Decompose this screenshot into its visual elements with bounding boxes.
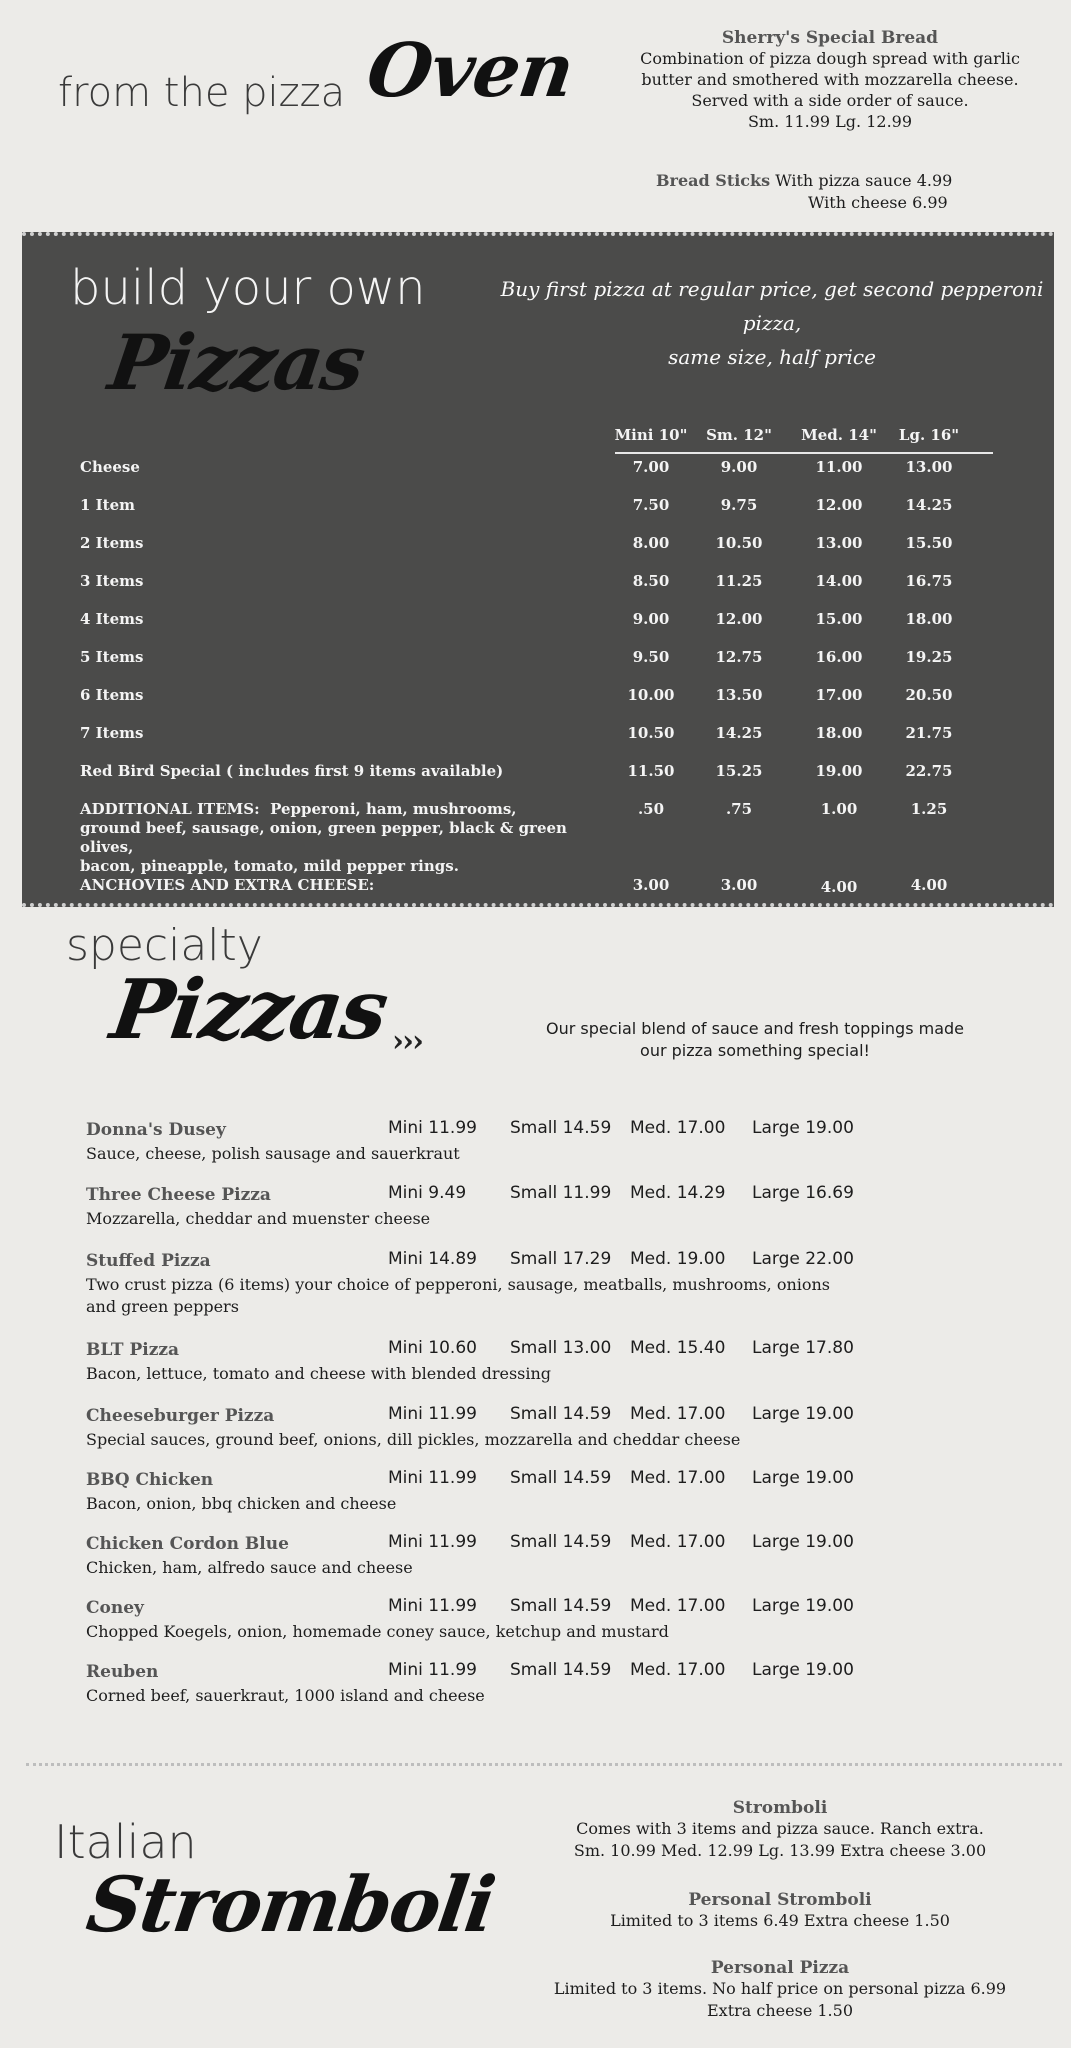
special-bread-desc-2: butter and smothered with mozzarella cheese. <box>641 70 1019 89</box>
price-cell: 8.00 <box>632 534 670 552</box>
specialty-price-large: Large 19.00 <box>752 1660 854 1680</box>
specialty-price-large: Large 19.00 <box>752 1596 854 1616</box>
bread-sticks-line-1: With pizza sauce 4.99 <box>775 171 953 190</box>
specialty-price-med: Med. 17.00 <box>630 1596 726 1616</box>
specialty-price-small: Small 14.59 <box>510 1118 612 1138</box>
special-bread-prices: Sm. 11.99 Lg. 12.99 <box>747 112 913 131</box>
oven-heading: from the pizza <box>58 70 346 116</box>
special-bread-title: Sherry's Special Bread <box>721 28 939 48</box>
price-cell: 11.50 <box>627 762 675 780</box>
personal-pizza-line-1: Limited to 3 items. No half price on personal pizza 6.99 <box>553 1979 1007 1998</box>
specialty-price-mini: Mini 11.99 <box>388 1404 477 1424</box>
specialty-item-desc: Special sauces, ground beef, onions, dill pickles, mozzarella and cheddar cheese <box>86 1430 741 1449</box>
price-row-label: 3 Items <box>80 572 144 590</box>
price-cell: 16.00 <box>815 648 863 666</box>
price-cell: 19.00 <box>815 762 863 780</box>
price-cell: 7.50 <box>632 496 670 514</box>
price-cell: 10.50 <box>627 724 675 742</box>
anchovies-price-large: 4.00 <box>910 876 948 894</box>
special-bread-desc-3: Served with a side order of sauce. <box>691 91 969 110</box>
bread-sticks-title: Bread Sticks <box>656 171 771 190</box>
additional-text-3: bacon, pineapple, tomato, mild pepper rings. <box>80 857 459 875</box>
additional-price-medium: 1.00 <box>820 800 858 818</box>
size-header-medium: Med. 14" <box>801 426 877 444</box>
price-cell: 9.00 <box>632 610 670 628</box>
size-header-small: Sm. 12" <box>706 426 772 444</box>
specialty-item-desc: Mozzarella, cheddar and muenster cheese <box>86 1209 431 1228</box>
price-cell: 22.75 <box>905 762 953 780</box>
specialty-price-med: Med. 17.00 <box>630 1118 726 1138</box>
additional-label: ADDITIONAL ITEMS: <box>80 800 260 818</box>
specialty-price-med: Med. 14.29 <box>630 1183 726 1203</box>
price-cell: 11.25 <box>715 572 763 590</box>
specialty-heading: specialty <box>66 920 263 971</box>
specialty-price-small: Small 14.59 <box>510 1468 612 1488</box>
additional-items <box>80 800 620 876</box>
price-cell: 12.75 <box>715 648 763 666</box>
additional-text-2: ground beef, sausage, onion, green pepper, black & green olives, <box>80 819 567 856</box>
stromboli-line-2: Sm. 10.99 Med. 12.99 Lg. 13.99 Extra cheese 3.00 <box>573 1841 987 1860</box>
specialty-script-title: Pizzas <box>105 962 392 1058</box>
specialty-item-name: Stuffed Pizza <box>86 1251 211 1271</box>
specialty-price-mini: Mini 11.99 <box>388 1660 477 1680</box>
additional-text-1: Pepperoni, ham, mushrooms, <box>270 800 517 818</box>
specialty-price-small: Small 17.29 <box>510 1249 612 1269</box>
price-cell: 17.00 <box>815 686 863 704</box>
specialty-price-large: Large 19.00 <box>752 1468 854 1488</box>
anchovies-label: ANCHOVIES AND EXTRA CHEESE: <box>80 876 375 894</box>
personal-pizza-item <box>520 1958 1040 2022</box>
anchovies-price-medium: 4.00 <box>820 878 858 896</box>
price-cell: 15.25 <box>715 762 763 780</box>
special-bread-block <box>610 28 1050 132</box>
price-row-label: 1 Item <box>80 496 136 514</box>
anchovies-price-small: 3.00 <box>720 876 758 894</box>
specialty-price-med: Med. 17.00 <box>630 1468 726 1488</box>
price-row-label: 4 Items <box>80 610 144 628</box>
price-cell: 12.00 <box>815 496 863 514</box>
personal-pizza-title: Personal Pizza <box>710 1958 850 1978</box>
specialty-price-mini: Mini 11.99 <box>388 1468 477 1488</box>
price-cell: 14.25 <box>905 496 953 514</box>
build-your-own-panel <box>22 232 1054 907</box>
section-divider <box>26 1763 1062 1766</box>
size-header-large: Lg. 16" <box>898 426 960 444</box>
specialty-price-mini: Mini 11.99 <box>388 1596 477 1616</box>
price-cell: 15.50 <box>905 534 953 552</box>
specialty-price-large: Large 19.00 <box>752 1118 854 1138</box>
price-cell: 13.50 <box>715 686 763 704</box>
specialty-price-small: Small 13.00 <box>510 1338 612 1358</box>
personal-stromboli-line-1: Limited to 3 items 6.49 Extra cheese 1.50 <box>610 1911 950 1930</box>
price-cell: 8.50 <box>632 572 670 590</box>
specialty-note-line-1: Our special blend of sauce and fresh toppings made <box>545 1019 965 1038</box>
price-cell: 14.00 <box>815 572 863 590</box>
promo-line-1: Buy first pizza at regular price, get second pepperoni pizza, <box>500 277 1044 335</box>
personal-stromboli-item <box>520 1890 1040 1932</box>
specialty-price-large: Large 19.00 <box>752 1532 854 1552</box>
price-cell: 15.00 <box>815 610 863 628</box>
price-cell: 9.50 <box>632 648 670 666</box>
specialty-item-name: Three Cheese Pizza <box>86 1185 271 1205</box>
stromboli-line-1: Comes with 3 items and pizza sauce. Ranch extra. <box>576 1819 984 1838</box>
bread-sticks-block <box>656 170 952 214</box>
additional-price-large: 1.25 <box>910 800 948 818</box>
stromboli-title: Stromboli <box>732 1798 828 1818</box>
specialty-item-desc: and green peppers <box>86 1297 239 1316</box>
specialty-item-name: BBQ Chicken <box>86 1470 214 1490</box>
specialty-item-desc: Bacon, onion, bbq chicken and cheese <box>86 1494 397 1513</box>
stromboli-script-title: Stromboli <box>81 1860 499 1949</box>
price-cell: 13.00 <box>815 534 863 552</box>
specialty-price-mini: Mini 14.89 <box>388 1249 477 1269</box>
stromboli-heading: Italian <box>54 1815 197 1869</box>
specialty-price-small: Small 14.59 <box>510 1532 612 1552</box>
price-cell: 10.00 <box>627 686 675 704</box>
specialty-item-name: BLT Pizza <box>86 1340 180 1360</box>
specialty-item-name: Cheeseburger Pizza <box>86 1406 275 1426</box>
specialty-item-desc: Bacon, lettuce, tomato and cheese with blended dressing <box>86 1364 552 1383</box>
chevron-right-icon: ››› <box>392 1024 422 1059</box>
size-header-rule <box>615 452 993 454</box>
specialty-price-small: Small 14.59 <box>510 1596 612 1616</box>
price-cell: 18.00 <box>815 724 863 742</box>
price-cell: 12.00 <box>715 610 763 628</box>
price-row-label: Red Bird Special ( includes first 9 items available) <box>80 762 504 780</box>
specialty-item-desc: Corned beef, sauerkraut, 1000 island and cheese <box>86 1686 485 1705</box>
specialty-item-desc: Chicken, ham, alfredo sauce and cheese <box>86 1558 413 1577</box>
price-row-label: 2 Items <box>80 534 144 552</box>
price-cell: 18.00 <box>905 610 953 628</box>
specialty-price-med: Med. 19.00 <box>630 1249 726 1269</box>
specialty-price-mini: Mini 11.99 <box>388 1118 477 1138</box>
price-cell: 9.00 <box>720 458 758 476</box>
additional-price-small: .75 <box>725 800 753 818</box>
specialty-price-large: Large 17.80 <box>752 1338 854 1358</box>
specialty-price-large: Large 22.00 <box>752 1249 854 1269</box>
build-heading: build your own <box>70 260 426 316</box>
price-row-label: 5 Items <box>80 648 144 666</box>
specialty-item-desc: Chopped Koegels, onion, homemade coney sauce, ketchup and mustard <box>86 1622 669 1641</box>
specialty-item-name: Chicken Cordon Blue <box>86 1534 289 1554</box>
stromboli-item <box>520 1798 1040 1862</box>
specialty-item-name: Reuben <box>86 1662 159 1682</box>
additional-price-mini: .50 <box>637 800 665 818</box>
specialty-price-small: Small 14.59 <box>510 1404 612 1424</box>
oven-script-title: Oven <box>361 28 579 114</box>
specialty-price-mini: Mini 11.99 <box>388 1532 477 1552</box>
price-cell: 7.00 <box>632 458 670 476</box>
price-cell: 10.50 <box>715 534 763 552</box>
specialty-price-mini: Mini 10.60 <box>388 1338 477 1358</box>
special-bread-desc-1: Combination of pizza dough spread with garlic <box>640 49 1020 68</box>
price-cell: 11.00 <box>815 458 863 476</box>
price-row-label: 6 Items <box>80 686 144 704</box>
size-header-mini: Mini 10" <box>614 426 688 444</box>
specialty-price-large: Large 16.69 <box>752 1183 854 1203</box>
promo-line-2: same size, half price <box>668 345 876 369</box>
specialty-price-mini: Mini 9.49 <box>388 1183 467 1203</box>
personal-pizza-line-2: Extra cheese 1.50 <box>707 2001 853 2020</box>
build-script-title: Pizzas <box>103 318 369 407</box>
specialty-price-large: Large 19.00 <box>752 1404 854 1424</box>
price-cell: 19.25 <box>905 648 953 666</box>
price-cell: 20.50 <box>905 686 953 704</box>
price-cell: 9.75 <box>720 496 758 514</box>
specialty-price-med: Med. 15.40 <box>630 1338 726 1358</box>
promo-text <box>492 272 1052 374</box>
specialty-price-small: Small 11.99 <box>510 1183 612 1203</box>
bread-sticks-line-2: With cheese 6.99 <box>808 193 948 212</box>
specialty-price-med: Med. 17.00 <box>630 1532 726 1552</box>
price-cell: 16.75 <box>905 572 953 590</box>
price-cell: 14.25 <box>715 724 763 742</box>
price-row-label: Cheese <box>80 458 140 476</box>
price-row-label: 7 Items <box>80 724 144 742</box>
specialty-item-desc: Two crust pizza (6 items) your choice of pepperoni, sausage, meatballs, mushrooms, onions <box>86 1275 831 1294</box>
specialty-item-name: Donna's Dusey <box>86 1120 226 1140</box>
specialty-item-desc: Sauce, cheese, polish sausage and sauerkraut <box>86 1144 460 1163</box>
specialty-note <box>530 1018 980 1062</box>
specialty-price-med: Med. 17.00 <box>630 1660 726 1680</box>
specialty-note-line-2: our pizza something special! <box>640 1041 870 1060</box>
personal-stromboli-title: Personal Stromboli <box>688 1890 872 1910</box>
specialty-price-small: Small 14.59 <box>510 1660 612 1680</box>
price-cell: 21.75 <box>905 724 953 742</box>
price-cell: 13.00 <box>905 458 953 476</box>
specialty-price-med: Med. 17.00 <box>630 1404 726 1424</box>
specialty-item-name: Coney <box>86 1598 144 1618</box>
anchovies-price-mini: 3.00 <box>632 876 670 894</box>
